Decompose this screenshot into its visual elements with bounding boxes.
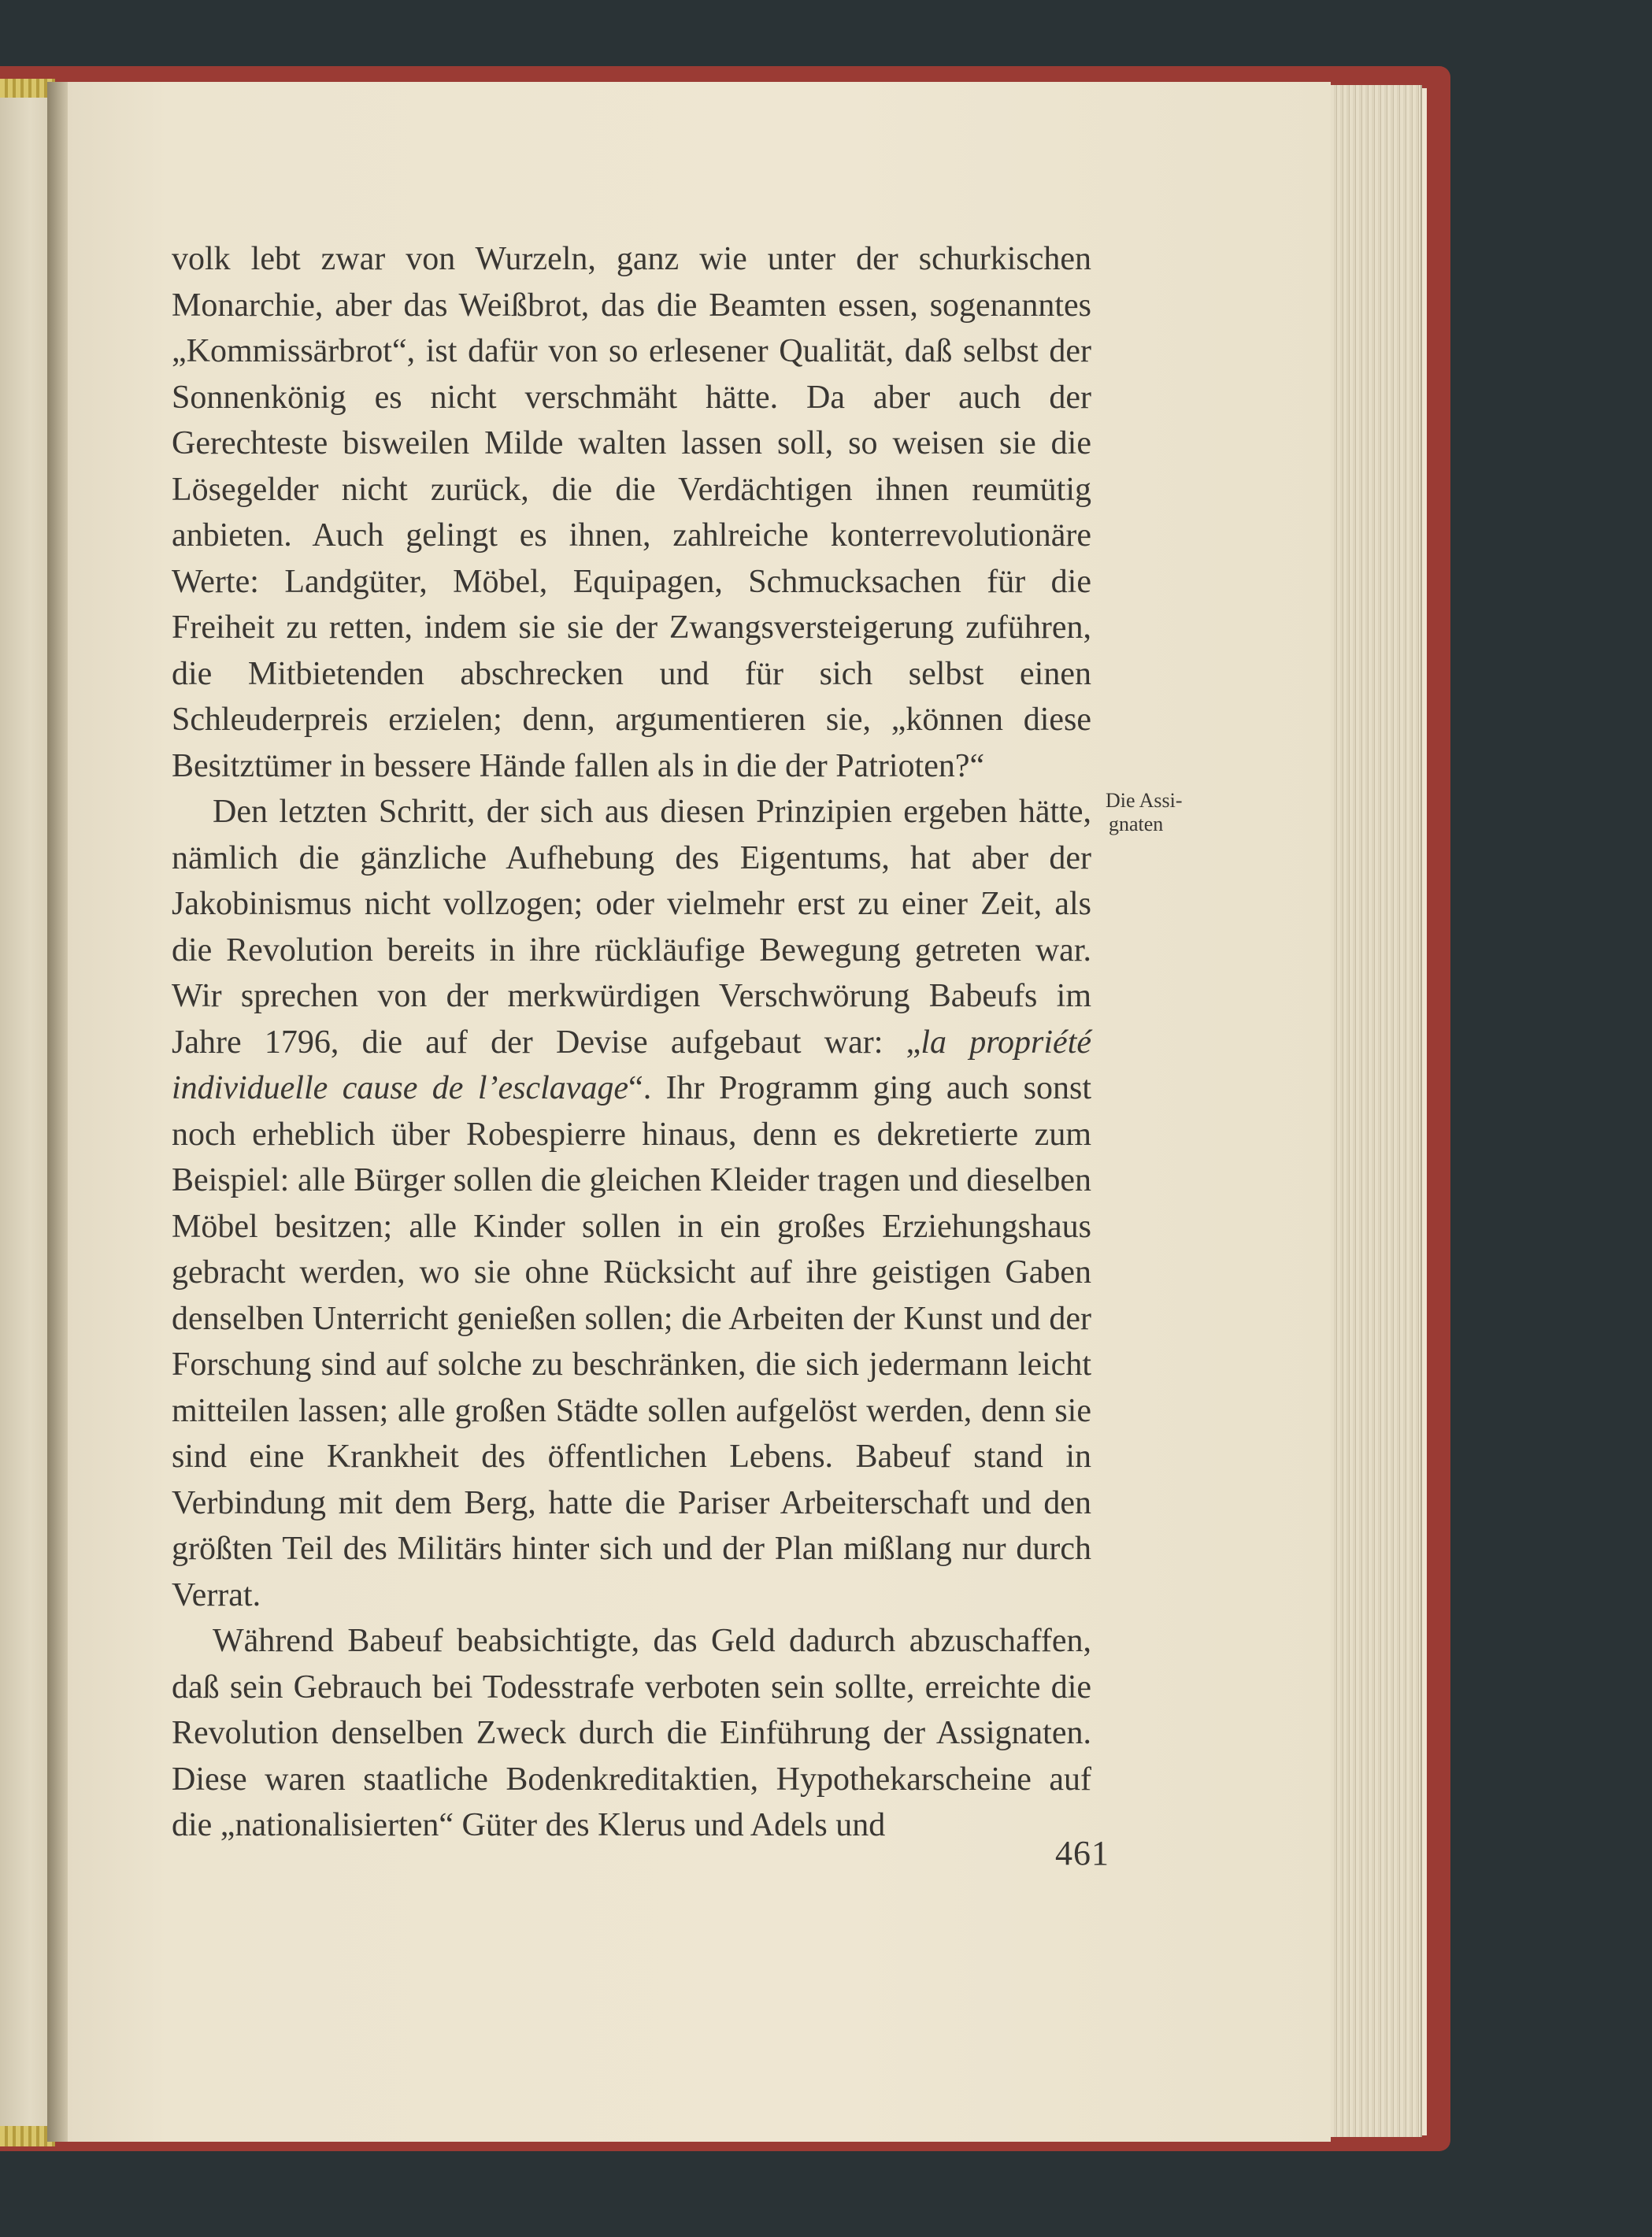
- french-motto: la propriété individuelle cause de l’esclavage: [172, 1024, 1092, 1106]
- paragraph-3: Während Babeuf beabsichtigte, das Geld dadurch abzuschaffen, daß sein Gebrauch bei Todesstrafe verboten sein sollte, erreichte die Revolution denselben Zweck durch die Einführung der Assignaten. Diese waren staatliche Bodenkreditaktien, Hypothekarscheine auf die „nationalisierten“ Güter des Klerus und Adels und: [172, 1623, 1091, 1843]
- marginal-note: [1106, 789, 1192, 836]
- gutter-shadow: [47, 82, 68, 2142]
- page-stack-edge: [1328, 85, 1422, 2137]
- page-number: 461: [1055, 1834, 1109, 1872]
- marginal-note-line-2: gnaten: [1109, 813, 1164, 835]
- previous-page-edge: [0, 88, 50, 2142]
- paragraph-2-text-after: “. Ihr Programm ging auch sonst noch erheblich über Robespierre hinaus, denn es dekretierte zum Beispiel: alle Bürger sollen die gleichen Kleider tragen und dieselben Möbel besitzen; alle Kinder sollen in ein großes Erziehungshaus gebracht werden, wo sie ohne Rücksicht auf ihre geistigen Gaben denselben Unterricht genießen sollen; die Arbeiten der Kunst und der Forschung sind auf solche zu beschränken, die sich jedermann leicht mitteilen lassen; alle großen Städte sollen aufgelöst werden, denn sie sind eine Krankheit des öffentlichen Lebens. Babeuf stand in Verbindung mit dem Berg, hatte die Pariser Arbeiterschaft und den größten Teil des Militärs hinter sich und der Plan mißlang nur durch Verrat.: [172, 1070, 1091, 1613]
- body-text: [172, 236, 1091, 1849]
- marginal-note-line-1: Die Assi-: [1106, 789, 1183, 812]
- paragraph-1: volk lebt zwar von Wurzeln, ganz wie unter der schurkischen Monarchie, aber das Weißbrot, das die Beamten essen, sogenanntes „Kommissärbrot“, ist dafür von so erlesener Qualität, daß selbst der Sonnenkönig es nicht verschmäht hätte. Da aber auch der Gerechteste bisweilen Milde walten lassen soll, so weisen sie die Lösegelder nicht zurück, die die Verdächtigen ihnen reumütig anbieten. Auch gelingt es ihnen, zahlreiche konterrevolutionäre Werte: Landgüter, Möbel, Equipagen, Schmucksachen für die Freiheit zu retten, indem sie sie der Zwangsversteigerung zuführen, die Mitbietenden abschrecken und für sich selbst einen Schleuderpreis erzielen; denn, argumentieren sie, „können diese Besitztümer in bessere Hände fallen als in die der Patrioten?“: [172, 241, 1091, 784]
- paragraph-2: [172, 789, 1091, 1618]
- paragraph-2-text-before: Den letzten Schritt, der sich aus diesen Prinzipien ergeben hätte, nämlich die gänzliche Aufhebung des Eigentums, hat aber der Jakobinismus nicht vollzogen; oder vielmehr erst zu einer Zeit, als die Revolution bereits in ihre rückläufige Bewegung getreten war. Wir sprechen von der merkwürdigen Verschwörung Babeufs im Jahre 1796, die auf der Devise aufgebaut war: „: [172, 794, 1091, 1061]
